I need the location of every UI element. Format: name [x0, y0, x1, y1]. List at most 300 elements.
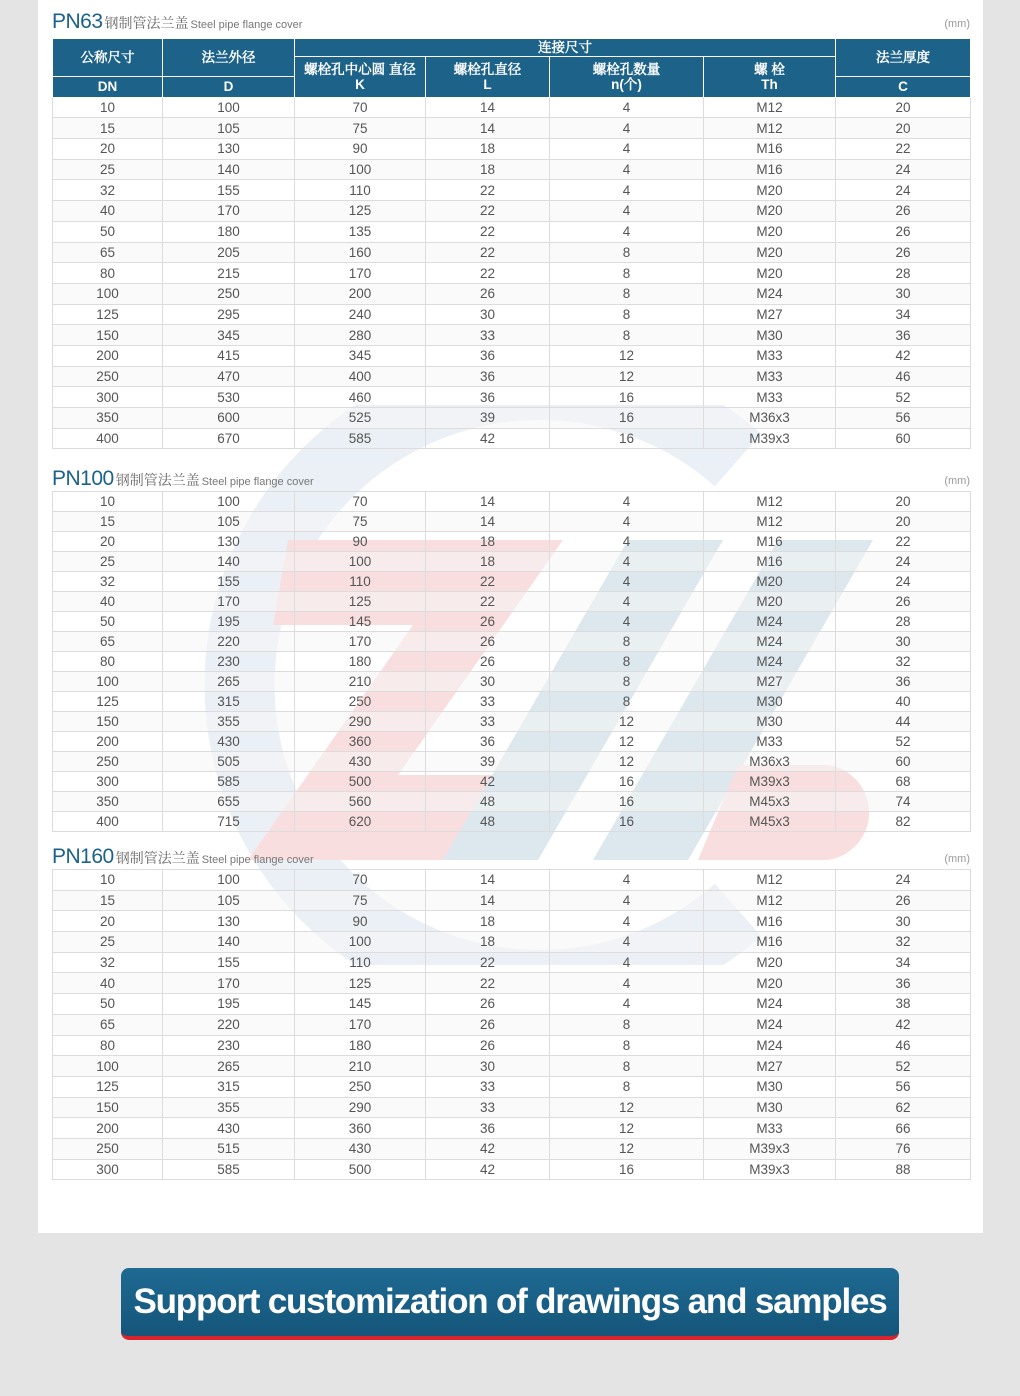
cell-n: 12: [550, 366, 704, 387]
cell-th: M45x3: [704, 812, 836, 832]
table-row: [53, 180, 971, 201]
cell-dn: 25: [53, 159, 163, 180]
title-english: Steel pipe flange cover: [201, 854, 314, 866]
table-row: [53, 732, 971, 752]
cell-dn: 300: [53, 772, 163, 792]
cell-th: M30: [704, 692, 836, 712]
table-row: [53, 512, 971, 532]
cell-n: 4: [550, 870, 704, 891]
cell-n: 4: [550, 552, 704, 572]
cell-k: 110: [295, 952, 426, 973]
table-row: [53, 1035, 971, 1056]
cell-th: M16: [704, 159, 836, 180]
cell-l: 22: [426, 201, 550, 222]
table-row: [53, 1076, 971, 1097]
cell-n: 4: [550, 512, 704, 532]
header-thickness: 法兰厚度: [836, 39, 971, 77]
cell-th: M39x3: [704, 428, 836, 449]
cell-d: 155: [163, 952, 295, 973]
cell-c: 24: [836, 870, 971, 891]
cell-dn: 125: [53, 304, 163, 325]
cell-k: 180: [295, 1035, 426, 1056]
cell-th: M20: [704, 592, 836, 612]
cell-l: 14: [426, 97, 550, 118]
table-row: [53, 1118, 971, 1139]
cell-th: M45x3: [704, 792, 836, 812]
cell-dn: 50: [53, 994, 163, 1015]
table-row: [53, 325, 971, 346]
cell-th: M12: [704, 118, 836, 139]
table-row: [53, 242, 971, 263]
cell-n: 16: [550, 1159, 704, 1180]
cell-k: 100: [295, 932, 426, 953]
cell-c: 74: [836, 792, 971, 812]
cell-l: 14: [426, 492, 550, 512]
table-body: [53, 870, 971, 1180]
cell-dn: 40: [53, 973, 163, 994]
cell-c: 32: [836, 932, 971, 953]
cell-n: 16: [550, 772, 704, 792]
cell-d: 430: [163, 1118, 295, 1139]
cell-dn: 50: [53, 221, 163, 242]
cell-c: 82: [836, 812, 971, 832]
cell-th: M12: [704, 512, 836, 532]
cell-d: 105: [163, 118, 295, 139]
cell-l: 42: [426, 772, 550, 792]
cell-dn: 350: [53, 408, 163, 429]
cell-k: 70: [295, 97, 426, 118]
cell-dn: 10: [53, 97, 163, 118]
cell-th: M12: [704, 97, 836, 118]
cell-th: M20: [704, 263, 836, 284]
cell-l: 26: [426, 994, 550, 1015]
cell-c: 68: [836, 772, 971, 792]
cell-l: 26: [426, 1014, 550, 1035]
cell-l: 26: [426, 652, 550, 672]
cell-dn: 80: [53, 652, 163, 672]
cell-d: 105: [163, 512, 295, 532]
unit-label: (mm): [944, 475, 970, 487]
pressure-class: PN100: [52, 467, 114, 490]
cell-k: 430: [295, 752, 426, 772]
cell-k: 210: [295, 672, 426, 692]
cell-th: M24: [704, 652, 836, 672]
cell-th: M36x3: [704, 752, 836, 772]
header-bolt-label: 螺 栓: [754, 61, 785, 77]
cell-n: 8: [550, 1076, 704, 1097]
cell-l: 22: [426, 263, 550, 284]
cell-n: 16: [550, 387, 704, 408]
table-row: [53, 1159, 971, 1180]
cell-d: 585: [163, 1159, 295, 1180]
cell-d: 130: [163, 532, 295, 552]
cell-dn: 125: [53, 692, 163, 712]
cell-d: 295: [163, 304, 295, 325]
cell-th: M12: [704, 890, 836, 911]
cell-th: M20: [704, 973, 836, 994]
cell-th: M20: [704, 221, 836, 242]
cell-l: 26: [426, 632, 550, 652]
cell-k: 210: [295, 1056, 426, 1077]
cell-dn: 32: [53, 572, 163, 592]
cell-d: 140: [163, 159, 295, 180]
section-title: [52, 467, 970, 491]
cell-c: 88: [836, 1159, 971, 1180]
cell-k: 90: [295, 532, 426, 552]
cell-c: 36: [836, 973, 971, 994]
cell-dn: 15: [53, 118, 163, 139]
cell-d: 155: [163, 180, 295, 201]
table-row: [53, 408, 971, 429]
cell-k: 525: [295, 408, 426, 429]
cell-l: 18: [426, 139, 550, 160]
cell-d: 140: [163, 552, 295, 572]
cell-n: 12: [550, 345, 704, 366]
cell-n: 4: [550, 890, 704, 911]
cell-k: 100: [295, 159, 426, 180]
cell-dn: 20: [53, 532, 163, 552]
table-row: [53, 952, 971, 973]
cell-l: 33: [426, 1097, 550, 1118]
cell-k: 75: [295, 512, 426, 532]
cell-th: M24: [704, 994, 836, 1015]
spec-table: [52, 869, 971, 1180]
cell-n: 4: [550, 97, 704, 118]
cell-th: M30: [704, 1097, 836, 1118]
cell-n: 12: [550, 732, 704, 752]
cell-d: 265: [163, 1056, 295, 1077]
cell-n: 12: [550, 1138, 704, 1159]
cell-k: 70: [295, 492, 426, 512]
title-english: Steel pipe flange cover: [201, 476, 314, 488]
cell-dn: 25: [53, 552, 163, 572]
cell-d: 105: [163, 890, 295, 911]
cell-dn: 250: [53, 366, 163, 387]
cell-d: 315: [163, 1076, 295, 1097]
table-row: [53, 221, 971, 242]
table-row: [53, 97, 971, 118]
table-row: [53, 345, 971, 366]
cell-n: 4: [550, 932, 704, 953]
cell-c: 76: [836, 1138, 971, 1159]
cell-th: M27: [704, 304, 836, 325]
cell-n: 4: [550, 159, 704, 180]
cell-l: 33: [426, 692, 550, 712]
cell-dn: 150: [53, 325, 163, 346]
table-row: [53, 428, 971, 449]
cell-l: 48: [426, 812, 550, 832]
cell-c: 66: [836, 1118, 971, 1139]
cell-k: 560: [295, 792, 426, 812]
cell-k: 110: [295, 572, 426, 592]
cell-c: 30: [836, 632, 971, 652]
cell-th: M39x3: [704, 1159, 836, 1180]
cell-c: 56: [836, 408, 971, 429]
cell-th: M39x3: [704, 772, 836, 792]
cell-k: 160: [295, 242, 426, 263]
cell-k: 70: [295, 870, 426, 891]
cell-l: 30: [426, 304, 550, 325]
cell-l: 14: [426, 118, 550, 139]
cell-dn: 40: [53, 592, 163, 612]
cell-c: 26: [836, 221, 971, 242]
cell-th: M12: [704, 870, 836, 891]
cell-k: 290: [295, 712, 426, 732]
cell-l: 39: [426, 408, 550, 429]
cell-th: M12: [704, 492, 836, 512]
section-pn63: [52, 10, 970, 449]
cell-th: M27: [704, 672, 836, 692]
cell-c: 46: [836, 1035, 971, 1056]
cell-k: 430: [295, 1138, 426, 1159]
header-bolt: [704, 57, 836, 98]
header-hole-dia: [426, 57, 550, 98]
header-th: Th: [761, 76, 778, 92]
cell-k: 180: [295, 652, 426, 672]
cell-k: 125: [295, 201, 426, 222]
banner-text: Support customization of drawings and samples: [133, 1282, 887, 1321]
table-body: [53, 97, 971, 449]
cell-c: 28: [836, 612, 971, 632]
table-row: [53, 672, 971, 692]
table-row: [53, 612, 971, 632]
cell-n: 8: [550, 242, 704, 263]
cell-c: 26: [836, 242, 971, 263]
cell-k: 290: [295, 1097, 426, 1118]
cell-dn: 20: [53, 911, 163, 932]
cell-l: 36: [426, 1118, 550, 1139]
cell-n: 8: [550, 1035, 704, 1056]
cell-n: 12: [550, 712, 704, 732]
spec-card: [38, 0, 983, 1233]
cell-c: 62: [836, 1097, 971, 1118]
cell-dn: 25: [53, 932, 163, 953]
cell-c: 34: [836, 952, 971, 973]
table-row: [53, 652, 971, 672]
cell-d: 195: [163, 994, 295, 1015]
header-dn: DN: [53, 77, 163, 98]
cell-n: 8: [550, 1014, 704, 1035]
customization-banner[interactable]: [121, 1268, 899, 1340]
cell-l: 22: [426, 221, 550, 242]
table-row: [53, 752, 971, 772]
cell-th: M16: [704, 532, 836, 552]
cell-l: 18: [426, 911, 550, 932]
cell-d: 655: [163, 792, 295, 812]
pressure-class: PN160: [52, 845, 114, 868]
cell-k: 620: [295, 812, 426, 832]
cell-n: 12: [550, 1097, 704, 1118]
header-pcd-label: 螺栓孔中心圆 直径: [304, 61, 416, 77]
cell-th: M20: [704, 572, 836, 592]
cell-dn: 65: [53, 1014, 163, 1035]
cell-d: 170: [163, 592, 295, 612]
title-chinese: 钢制管法兰盖: [115, 472, 200, 488]
cell-dn: 150: [53, 712, 163, 732]
cell-c: 28: [836, 263, 971, 284]
cell-c: 24: [836, 572, 971, 592]
cell-l: 18: [426, 932, 550, 953]
table-row: [53, 973, 971, 994]
cell-n: 8: [550, 283, 704, 304]
cell-n: 4: [550, 994, 704, 1015]
cell-th: M30: [704, 712, 836, 732]
cell-n: 4: [550, 952, 704, 973]
cell-k: 345: [295, 345, 426, 366]
table-row: [53, 911, 971, 932]
cell-d: 215: [163, 263, 295, 284]
cell-c: 22: [836, 139, 971, 160]
cell-n: 8: [550, 1056, 704, 1077]
cell-d: 265: [163, 672, 295, 692]
header-k: K: [355, 76, 365, 92]
cell-n: 4: [550, 592, 704, 612]
table-row: [53, 304, 971, 325]
cell-k: 75: [295, 118, 426, 139]
cell-dn: 65: [53, 242, 163, 263]
cell-l: 26: [426, 612, 550, 632]
cell-d: 220: [163, 632, 295, 652]
cell-dn: 400: [53, 812, 163, 832]
cell-dn: 100: [53, 1056, 163, 1077]
table-row: [53, 632, 971, 652]
title-english: Steel pipe flange cover: [190, 19, 303, 31]
cell-l: 26: [426, 1035, 550, 1056]
cell-n: 8: [550, 304, 704, 325]
header-nominal: 公称尺寸: [53, 39, 163, 77]
cell-th: M39x3: [704, 1138, 836, 1159]
table-row: [53, 118, 971, 139]
cell-k: 145: [295, 994, 426, 1015]
cell-c: 56: [836, 1076, 971, 1097]
cell-d: 345: [163, 325, 295, 346]
cell-d: 155: [163, 572, 295, 592]
cell-k: 585: [295, 428, 426, 449]
cell-c: 46: [836, 366, 971, 387]
spec-table: [52, 491, 971, 832]
cell-l: 14: [426, 870, 550, 891]
cell-d: 230: [163, 1035, 295, 1056]
header-n: n(个): [611, 76, 642, 92]
cell-dn: 80: [53, 263, 163, 284]
unit-label: (mm): [944, 18, 970, 30]
cell-c: 52: [836, 1056, 971, 1077]
cell-n: 8: [550, 263, 704, 284]
cell-dn: 10: [53, 492, 163, 512]
cell-n: 16: [550, 812, 704, 832]
cell-l: 39: [426, 752, 550, 772]
pressure-class: PN63: [52, 10, 103, 33]
cell-k: 250: [295, 692, 426, 712]
cell-d: 100: [163, 97, 295, 118]
cell-l: 22: [426, 180, 550, 201]
table-row: [53, 552, 971, 572]
cell-l: 14: [426, 890, 550, 911]
cell-l: 33: [426, 325, 550, 346]
cell-dn: 250: [53, 1138, 163, 1159]
cell-n: 4: [550, 180, 704, 201]
table-row: [53, 994, 971, 1015]
cell-th: M24: [704, 612, 836, 632]
cell-dn: 300: [53, 387, 163, 408]
cell-d: 470: [163, 366, 295, 387]
cell-c: 36: [836, 325, 971, 346]
header-c: C: [836, 77, 971, 98]
cell-c: 34: [836, 304, 971, 325]
table-row: [53, 1056, 971, 1077]
table-row: [53, 792, 971, 812]
cell-n: 8: [550, 652, 704, 672]
cell-th: M24: [704, 632, 836, 652]
table-row: [53, 812, 971, 832]
unit-label: (mm): [944, 853, 970, 865]
header-hole-count-label: 螺栓孔数量: [592, 61, 661, 77]
section-title: [52, 845, 970, 869]
cell-c: 40: [836, 692, 971, 712]
cell-c: 30: [836, 283, 971, 304]
cell-n: 4: [550, 492, 704, 512]
cell-l: 22: [426, 973, 550, 994]
cell-l: 18: [426, 532, 550, 552]
cell-l: 30: [426, 672, 550, 692]
header-hole-count: [550, 57, 704, 98]
cell-c: 26: [836, 890, 971, 911]
cell-l: 33: [426, 1076, 550, 1097]
cell-k: 90: [295, 911, 426, 932]
cell-c: 24: [836, 552, 971, 572]
cell-l: 22: [426, 592, 550, 612]
cell-th: M20: [704, 180, 836, 201]
table-row: [53, 387, 971, 408]
header-pcd: [295, 57, 426, 98]
cell-c: 20: [836, 492, 971, 512]
cell-c: 30: [836, 911, 971, 932]
cell-n: 4: [550, 201, 704, 222]
cell-l: 22: [426, 952, 550, 973]
cell-d: 600: [163, 408, 295, 429]
cell-n: 12: [550, 1118, 704, 1139]
cell-k: 500: [295, 1159, 426, 1180]
section-pn160: [52, 845, 970, 1180]
cell-c: 26: [836, 592, 971, 612]
cell-l: 30: [426, 1056, 550, 1077]
cell-l: 14: [426, 512, 550, 532]
header-l: L: [483, 76, 492, 92]
cell-dn: 100: [53, 283, 163, 304]
cell-l: 22: [426, 242, 550, 263]
cell-th: M33: [704, 345, 836, 366]
cell-th: M33: [704, 732, 836, 752]
cell-d: 230: [163, 652, 295, 672]
cell-k: 125: [295, 592, 426, 612]
cell-c: 26: [836, 201, 971, 222]
cell-l: 36: [426, 345, 550, 366]
cell-d: 195: [163, 612, 295, 632]
table-row: [53, 1014, 971, 1035]
cell-l: 22: [426, 572, 550, 592]
cell-k: 100: [295, 552, 426, 572]
cell-d: 130: [163, 911, 295, 932]
cell-c: 42: [836, 1014, 971, 1035]
cell-n: 16: [550, 408, 704, 429]
cell-k: 360: [295, 1118, 426, 1139]
cell-th: M24: [704, 1014, 836, 1035]
cell-k: 360: [295, 732, 426, 752]
cell-k: 240: [295, 304, 426, 325]
cell-n: 8: [550, 672, 704, 692]
cell-d: 130: [163, 139, 295, 160]
cell-th: M36x3: [704, 408, 836, 429]
